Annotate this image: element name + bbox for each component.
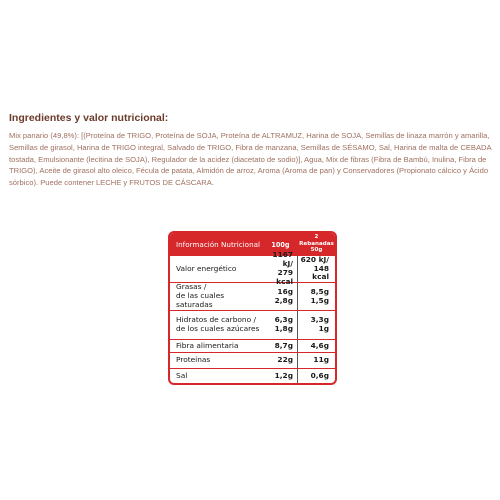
protein-label: Proteínas	[176, 355, 211, 365]
fat-serving-saturated: 1,5g	[310, 295, 329, 305]
carb-label-main: Hidratos de carbono /	[176, 315, 256, 325]
row-protein	[170, 352, 335, 368]
energy-100g	[263, 250, 298, 286]
carb-100g	[263, 311, 298, 339]
header-per-100g: 100g	[271, 239, 290, 249]
row-fat	[170, 282, 335, 310]
energy-serving-kj: 620 kJ/	[300, 254, 329, 264]
carb-serving-sugars: 1g	[318, 324, 329, 333]
energy-serving-kcal: 148 kcal	[312, 263, 329, 282]
carb-label-sugars: de los cuales azúcares	[176, 324, 260, 333]
protein-serving: 11g	[313, 355, 329, 365]
salt-100g: 1,2g	[263, 369, 298, 383]
energy-100g-kcal: 279 kcal	[276, 268, 293, 286]
fat-100g-total: 16g	[277, 286, 293, 296]
header-label: Información Nutricional	[176, 239, 261, 249]
carb-serving	[298, 316, 335, 334]
energy-serving	[298, 256, 335, 282]
carb-label	[170, 316, 263, 334]
salt-serving: 0,6g	[310, 370, 329, 380]
nutrition-table	[168, 231, 337, 385]
row-carbohydrates	[170, 310, 335, 339]
row-salt	[170, 368, 335, 383]
energy-label: Valor energético	[176, 263, 237, 273]
ingredients-heading: Ingredientes y valor nutricional:	[9, 112, 169, 124]
carb-100g-total: 6,3g	[274, 315, 293, 325]
fat-100g-saturated: 2,8g	[274, 295, 293, 305]
carb-100g-sugars: 1,8g	[274, 324, 293, 333]
ingredients-text: Mix panario (49,8%): [(Proteína de TRIGO, Proteína de SOJA, Proteína de ALTRAMUZ, Harina de SOJA, Semillas de linaza marrón y amarilla, Semillas de girasol, Harina de TRIGO integral, Salvado de TRIGO, Fibra de manzana, Semillas de SÉSAMO, Sal, Harina de malta de CEBADA tostada, Emulsionante (lecitina de SOJA), Regulador de la acidez (diacetato de sodio)], Agua, Mix de fibras (Fibra de Bambú, Inulina, Fibra de TRIGO), Aceite de girasol alto oleico, Fécula de patata, Almidón de arroz, Aroma (Aroma de pan) y Conservadores (Propionato cálcico y Ácido sórbico). Puede contener LECHE y FRUTOS DE CÁSCARA.	[9, 131, 492, 188]
fat-100g	[263, 283, 298, 310]
protein-100g: 22g	[263, 353, 298, 368]
fat-label-saturated: de las cuales saturadas	[176, 291, 225, 309]
fibre-serving: 4,6g	[310, 340, 329, 350]
header-per-serving-line2: 50g	[310, 247, 323, 254]
fat-serving-total: 8,5g	[310, 286, 329, 296]
fat-serving	[298, 288, 335, 306]
nutrition-table-header	[170, 233, 335, 255]
fat-label-main: Grasas /	[176, 282, 207, 292]
energy-100g-kj: 1167 kJ/	[272, 250, 293, 269]
carb-serving-total: 3,3g	[310, 315, 329, 325]
row-fibre	[170, 339, 335, 352]
header-per-serving	[298, 234, 335, 254]
header-per-serving-line1: 2 Rebanadas	[299, 234, 334, 247]
salt-label: Sal	[176, 370, 188, 380]
fibre-100g: 8,7g	[263, 340, 298, 352]
fat-label	[170, 283, 263, 309]
fibre-label: Fibra alimentaria	[176, 340, 239, 350]
